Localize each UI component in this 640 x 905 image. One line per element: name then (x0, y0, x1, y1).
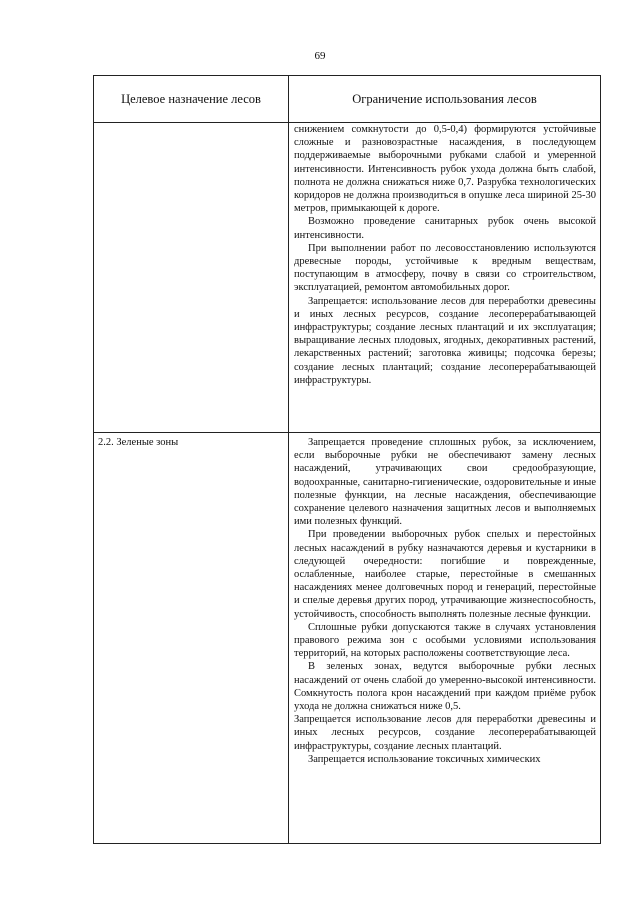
row1-restriction (294, 123, 596, 387)
row1-paragraph: Возможно проведение санитарных рубок очень высокой интенсивности. (294, 216, 596, 241)
header-restriction: Ограничение использования лесов (352, 91, 537, 106)
page-number: 69 (314, 50, 326, 62)
row1-paragraph: При выполнении работ по лесовосстановлению используются древесные породы, устойчивые к вредным веществам, поступающим в атмосферу, почву в связи со строительством, эксплуатацией, ремонтом автомобильных дорог. (294, 242, 596, 294)
row2-paragraph: Запрещается проведение сплошных рубок, за исключением, если выборочные рубки не обеспечивают замену лесных насаждений, утрачивающих свои средообразующие, водоохранные, санитарно-гигиенические, оздоровительные и иные полезные функции, на лесные насаждения, обеспечивающие сохранение целевого назначения защитных лесов и выполняемых ими полезных функций. (294, 437, 596, 528)
column-divider (288, 76, 289, 843)
row2-paragraph: В зеленых зонах, ведутся выборочные рубки лесных насаждений от очень слабой до умеренно-высокой интенсивности. Сомкнутость полога крон насаждений при каждом приёме рубок ухода не должна снижаться ниже 0,5. (294, 661, 596, 713)
row2-paragraph: При проведении выборочных рубок спелых и перестойных лесных насаждений в рубку назначаются деревья и кустарники в следующей очередности: погибшие и поврежденные, ослабленные, наиболее старые, перестойные в смешанных насаждениях менее долговечных пород и генераций, перестойные и спелые деревья других пород, утрачивающие жизнеспособность, устойчивость, способность выполнять полезные лесные функции. (294, 529, 596, 620)
restrictions-table (93, 75, 601, 844)
row-separator (94, 432, 600, 433)
row2-paragraph: Запрещается использование токсичных химических (308, 753, 541, 765)
table-header-row (94, 76, 600, 123)
row1-paragraph: Запрещается: использование лесов для переработки древесины и иных лесных ресурсов, создание лесоперерабатывающей инфраструктуры; создание лесных плантаций и их эксплуатация; выращивание лесных плодовых, ягодных, декоративных растений, лекарственных растений; заготовка живицы; подсочка березы; создание лесных плантаций; создание лесоперерабатывающей инфраструктуры. (294, 295, 596, 386)
row2-restriction (294, 436, 596, 766)
row2-paragraph: Сплошные рубки допускаются также в случаях установления правового режима зон с особыми условиями использования территорий, на которых расположены соответствующие леса. (294, 621, 596, 660)
header-purpose: Целевое назначение лесов (121, 91, 261, 106)
row2-paragraph: Запрещается использование лесов для переработки древесины и иных лесных ресурсов, создание лесоперерабатывающей инфраструктуры, создание лесных плантаций. (294, 714, 596, 752)
row2-purpose: 2.2. Зеленые зоны (98, 437, 179, 448)
row1-paragraph: снижением сомкнутости до 0,5-0,4) формируются устойчивые сложные и разновозрастные насаждения, в последующем поддерживаемые выборочными рубками слабой и умеренной интенсивности. Интенсивность рубок ухода должна быть слабой, полнота не должна снижаться ниже 0,7. Разрубка технологических коридоров не должна производиться в опушке леса шириной 25-30 метров, примыкающей к дороге. (294, 124, 596, 215)
